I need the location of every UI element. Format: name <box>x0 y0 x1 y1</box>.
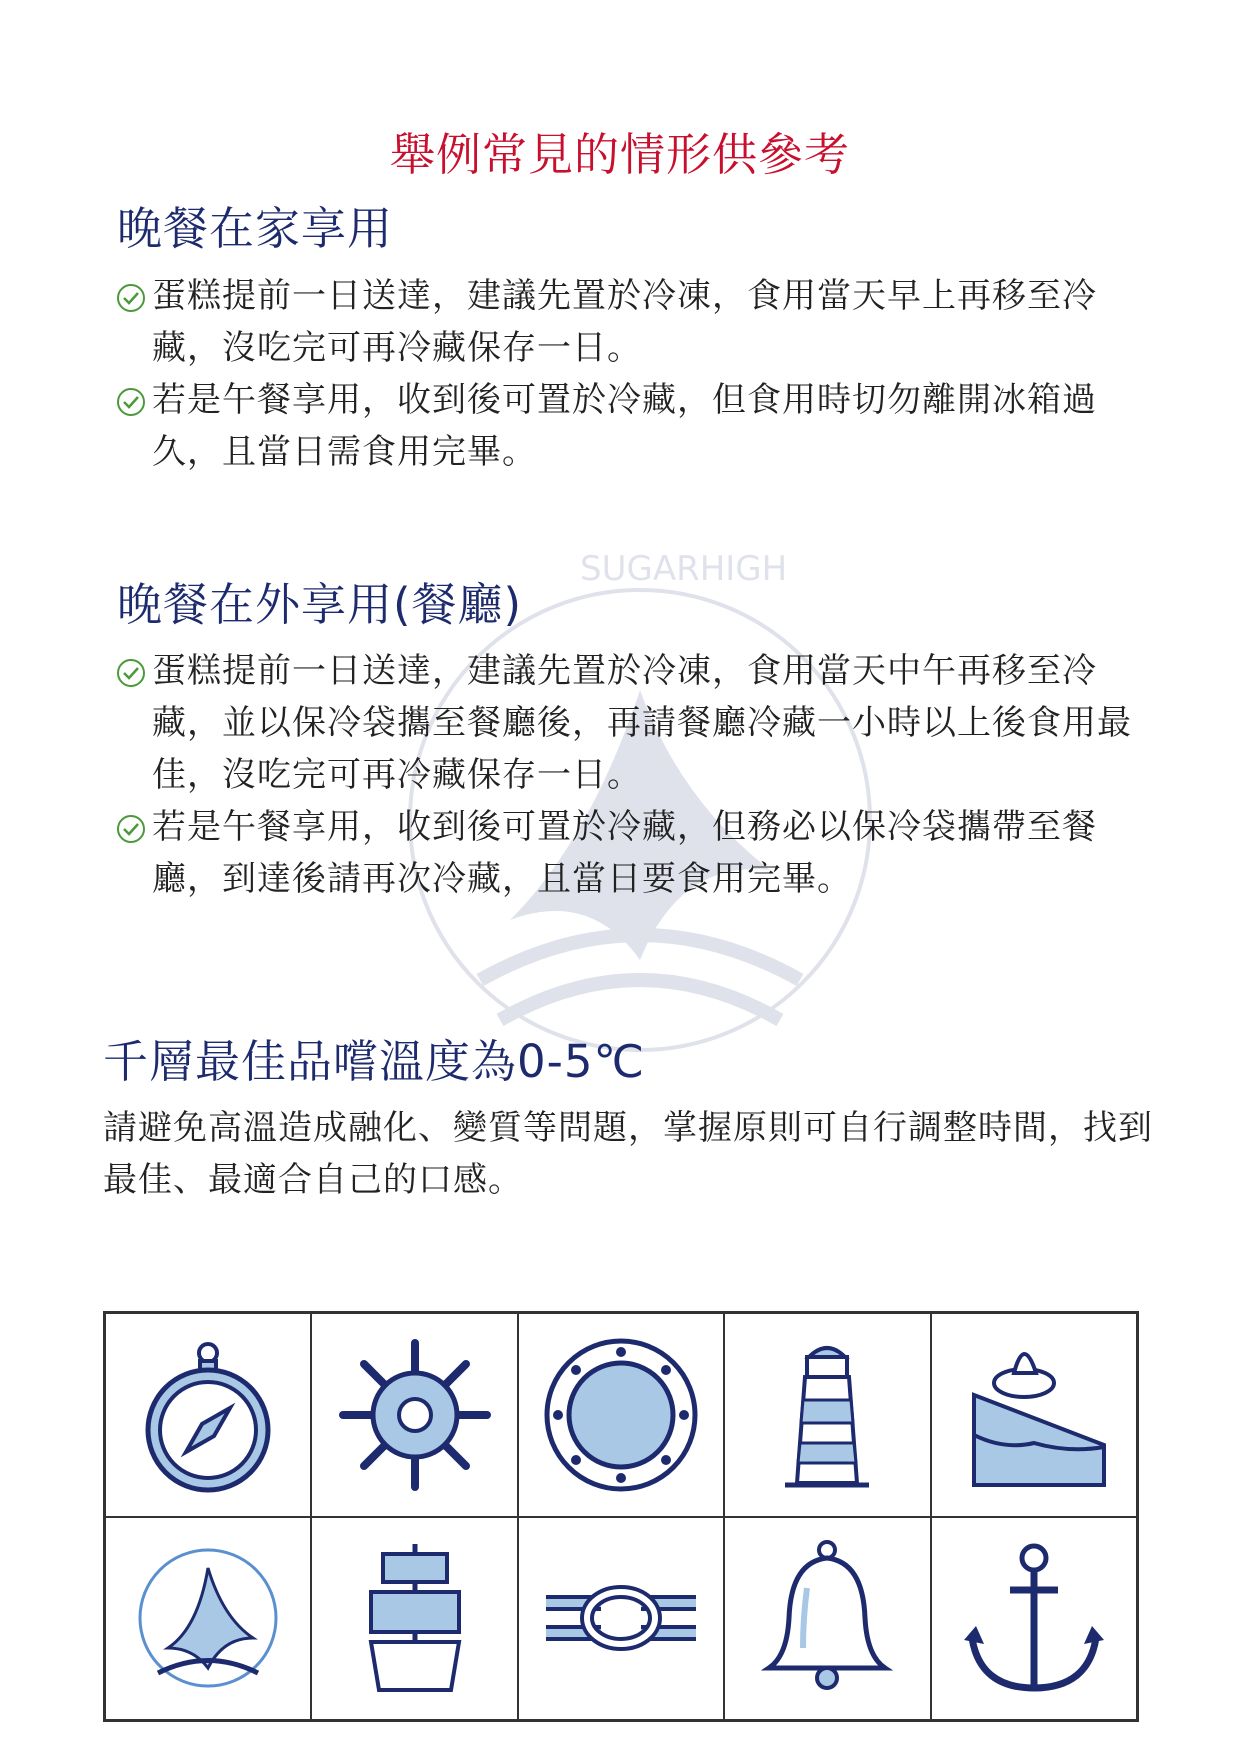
icon-cell <box>311 1517 517 1721</box>
icon-cell <box>311 1313 517 1517</box>
list-item <box>115 270 1145 374</box>
section-heading-home: 晚餐在家享用 <box>117 202 394 255</box>
icon-cell <box>724 1313 930 1517</box>
icon-cell <box>105 1313 311 1517</box>
porthole-icon <box>541 1335 701 1495</box>
cake-icon <box>954 1335 1114 1495</box>
icon-grid <box>103 1311 1139 1722</box>
compass-icon <box>128 1335 288 1495</box>
list-item <box>115 374 1145 478</box>
bell-icon <box>747 1538 907 1698</box>
list-item-text: 若是午餐享用，收到後可置於冷藏，但食用時切勿離開冰箱過久，且當日需食用完畢。 <box>152 380 1097 472</box>
anchor-icon <box>954 1538 1114 1698</box>
list-item <box>115 645 1145 801</box>
check-circle-icon <box>115 282 147 314</box>
ship-icon <box>335 1538 495 1698</box>
list-item <box>115 801 1145 905</box>
lighthouse-icon <box>747 1335 907 1495</box>
restaurant-instructions-list <box>115 645 1145 905</box>
temperature-heading: 千層最佳品嚐溫度為0-5℃ <box>103 1035 646 1088</box>
brand-logo <box>128 1538 288 1698</box>
icon-cell <box>518 1313 724 1517</box>
list-item-text: 蛋糕提前一日送達，建議先置於冷凍，食用當天中午再移至冷藏，並以保冷袋攜至餐廳後，再請餐廳冷藏一小時以上後食用最佳，沒吃完可再冷藏保存一日。 <box>152 651 1132 795</box>
check-circle-icon <box>115 813 147 845</box>
list-item-text: 蛋糕提前一日送達，建議先置於冷凍，食用當天早上再移至冷藏，沒吃完可再冷藏保存一日。 <box>152 276 1097 368</box>
watermark-letters: SUGARHIGH <box>580 549 788 589</box>
icon-cell <box>931 1313 1137 1517</box>
icon-cell <box>105 1517 311 1721</box>
temperature-note: 請避免高溫造成融化、變質等問題，掌握原則可自行調整時間，找到最佳、最適合自己的口感。 <box>103 1108 1153 1200</box>
ship-wheel-icon <box>335 1335 495 1495</box>
icon-cell <box>518 1517 724 1721</box>
page-title: 舉例常見的情形供參考 <box>389 128 850 181</box>
check-circle-icon <box>115 386 147 418</box>
check-circle-icon <box>115 657 147 689</box>
section-heading-restaurant: 晚餐在外享用(餐廳) <box>117 578 523 631</box>
list-item-text: 若是午餐享用，收到後可置於冷藏，但務必以保冷袋攜帶至餐廳，到達後請再次冷藏，且當日要食用完畢。 <box>152 807 1097 899</box>
knot-icon <box>541 1538 701 1698</box>
home-instructions-list <box>115 270 1145 478</box>
icon-cell <box>724 1517 930 1721</box>
icon-cell <box>931 1517 1137 1721</box>
